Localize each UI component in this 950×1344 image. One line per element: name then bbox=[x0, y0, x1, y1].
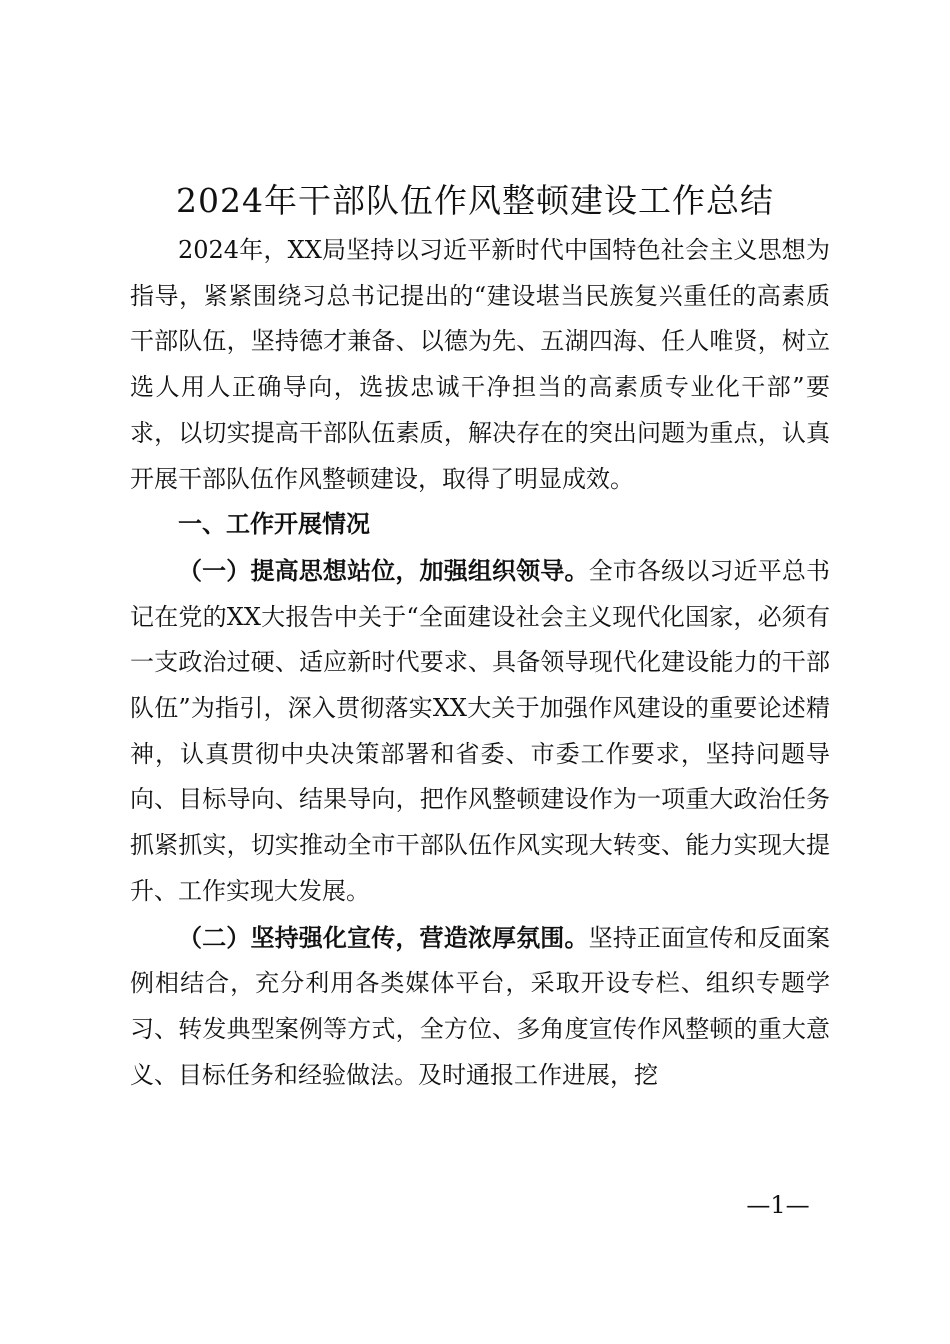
item-1-body: 全市各级以习近平总书记在党的XX大报告中关于“全面建设社会主义现代化国家，必须有一支政治过硬、适应新时代要求、具备领导现代化建设能力的干部队伍”为指引，深入贯彻落实XX大关于加强作风建设的重要论述精神，认真贯彻中央决策部署和省委、市委工作要求，坚持问题导向、目标导向、结果导向，把作风整顿建设作为一项重大政治任务抓紧抓实，切实推动全市干部队伍作风实现大转变、能力实现大提升、工作实现大发展。 bbox=[130, 556, 831, 905]
page-number: —1— bbox=[746, 1191, 810, 1219]
intro-paragraph: 2024年，XX局坚持以习近平新时代中国特色社会主义思想为指导，紧紧围绕习总书记提出的“建设堪当民族复兴重任的高素质干部队伍，坚持德才兼备、以德为先、五湖四海、任人唯贤，树立选人用人正确导向，选拔忠诚干净担当的高素质专业化干部”要求，以切实提高干部队伍素质，解决存在的突出问题为重点，认真开展干部队伍作风整顿建设，取得了明显成效。 bbox=[130, 236, 830, 493]
paragraph-item-1 bbox=[130, 548, 830, 915]
item-1-lead: （一）提高思想站位，加强组织领导。 bbox=[178, 555, 589, 585]
document-body bbox=[130, 228, 830, 1098]
item-2-lead: （二）坚持强化宣传，营造浓厚氛围。 bbox=[178, 922, 589, 952]
document-title: 2024年干部队伍作风整顿建设工作总结 bbox=[176, 181, 774, 220]
section-heading-work-progress: 一、工作开展情况 bbox=[178, 510, 370, 539]
paragraph-item-2 bbox=[130, 915, 830, 1099]
item-2-body: 坚持正面宣传和反面案例相结合，充分利用各类媒体平台，采取开设专栏、组织专题学习、转发典型案例等方式，全方位、多角度宣传作风整顿的重大意义、目标任务和经验做法。及时通报工作进展，挖 bbox=[130, 923, 831, 1089]
